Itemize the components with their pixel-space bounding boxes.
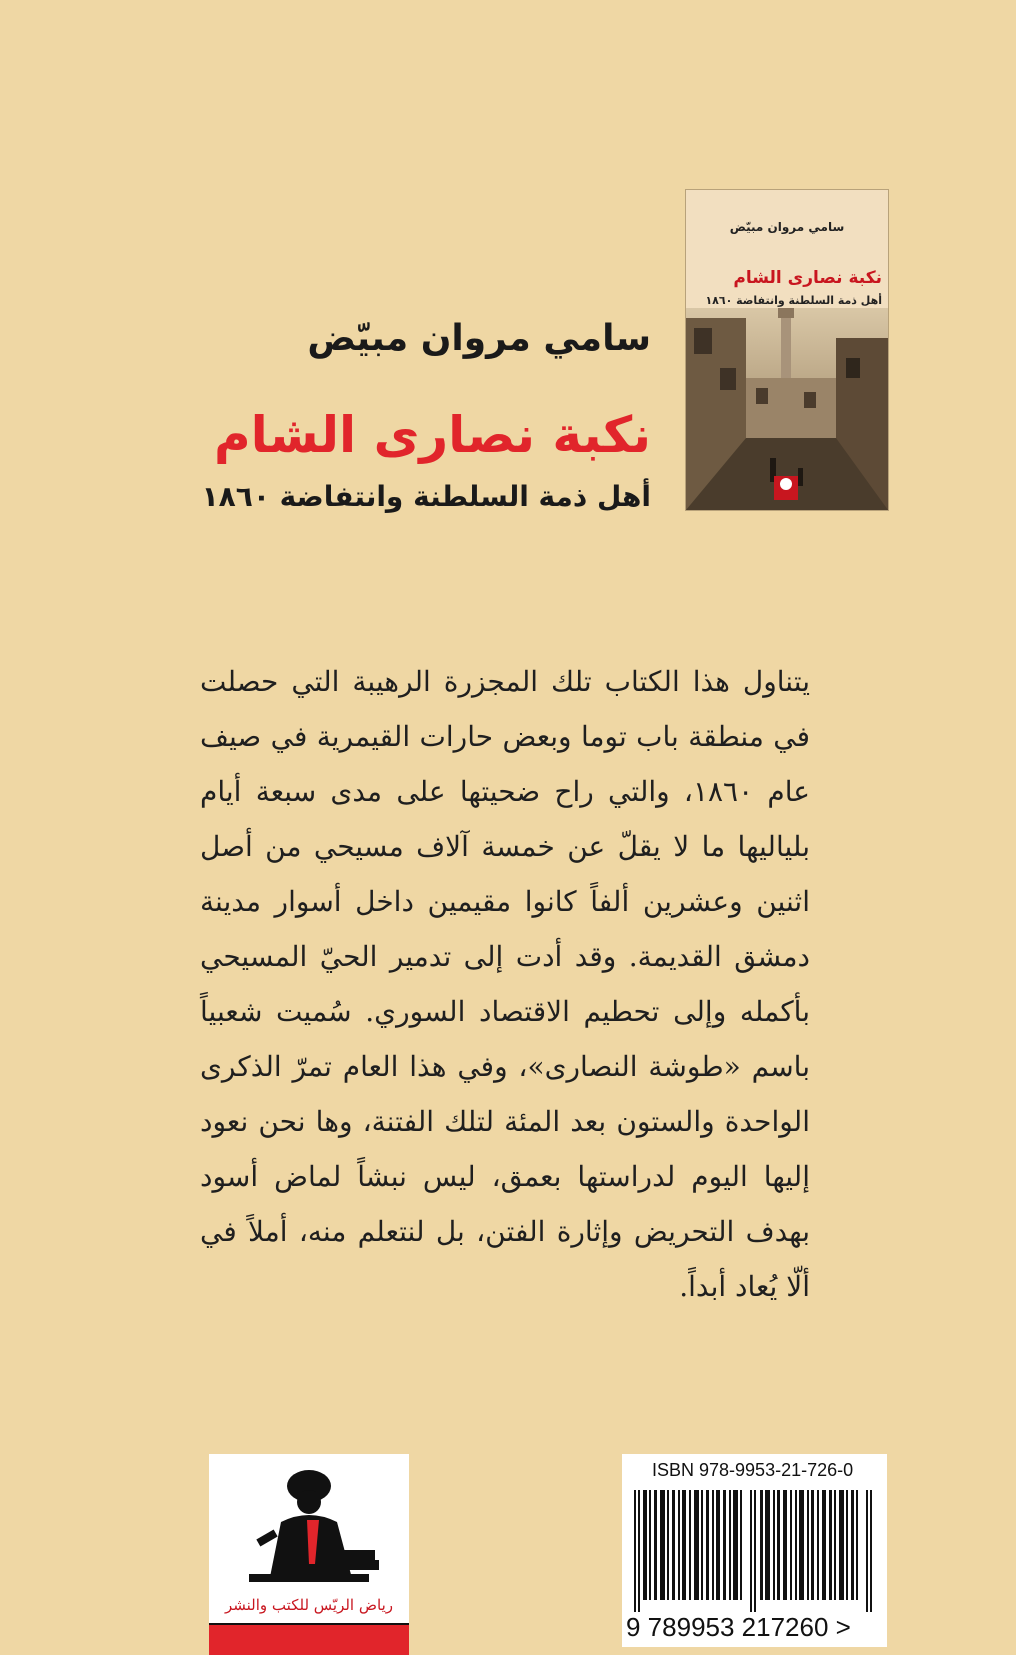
author-name: سامي مروان مبيّض xyxy=(307,318,651,359)
book-title: نكبة نصارى الشام xyxy=(213,406,651,464)
cover-thumbnail xyxy=(686,190,888,510)
publisher-arabic-name: رياض الريّس للكتب والنشر xyxy=(225,1596,393,1614)
book-subtitle: أهل ذمة السلطنة وانتفاضة ١٨٦٠ xyxy=(201,480,651,513)
isbn-label: ISBN 978-9953-21-726-0 xyxy=(652,1460,854,1480)
publisher-figure-icon xyxy=(229,1464,389,1594)
publisher-logo xyxy=(209,1454,409,1655)
logo-red-band xyxy=(209,1625,409,1655)
barcode-digits: 9 789953 217260 > xyxy=(626,1612,851,1642)
thumbnail-title: نكبة نصارى الشام xyxy=(733,268,882,288)
isbn-barcode xyxy=(622,1454,887,1647)
thumbnail-subtitle: أهل ذمة السلطنة وانتفاضة ١٨٦٠ xyxy=(705,294,882,307)
thumbnail-photo-icon xyxy=(686,308,888,510)
barcode-bars-icon xyxy=(634,1490,874,1612)
thumbnail-author: سامي مروان مبيّض xyxy=(729,220,845,234)
description-paragraph: يتناول هذا الكتاب تلك المجزرة الرهيبة التي حصلت في منطقة باب توما وبعض حارات القيمرية في صيف عام ١٨٦٠، والتي راح ضحيتها على مدى سبعة أيام بلياليها ما لا يقلّ عن خمسة آلاف مسيحي من أصل اثنين وعشرين ألفاً كانوا مقيمين داخل أسوار مدينة دمشق القديمة. وقد أدت إلى تدمير الحيّ المسيحي بأكمله وإلى تحطيم الاقتصاد السوري. سُميت شعبياً باسم «طوشة النصارى»، وفي هذا العام تمرّ الذكرى الواحدة والستون بعد المئة لتلك الفتنة، وها نحن نعود إليها اليوم لدراستها بعمق، ليس نبشاً لماض أسود بهدف التحريض وإثارة الفتن، بل لنتعلم منه، أملاً في ألّا يُعاد أبداً. xyxy=(200,665,810,1303)
